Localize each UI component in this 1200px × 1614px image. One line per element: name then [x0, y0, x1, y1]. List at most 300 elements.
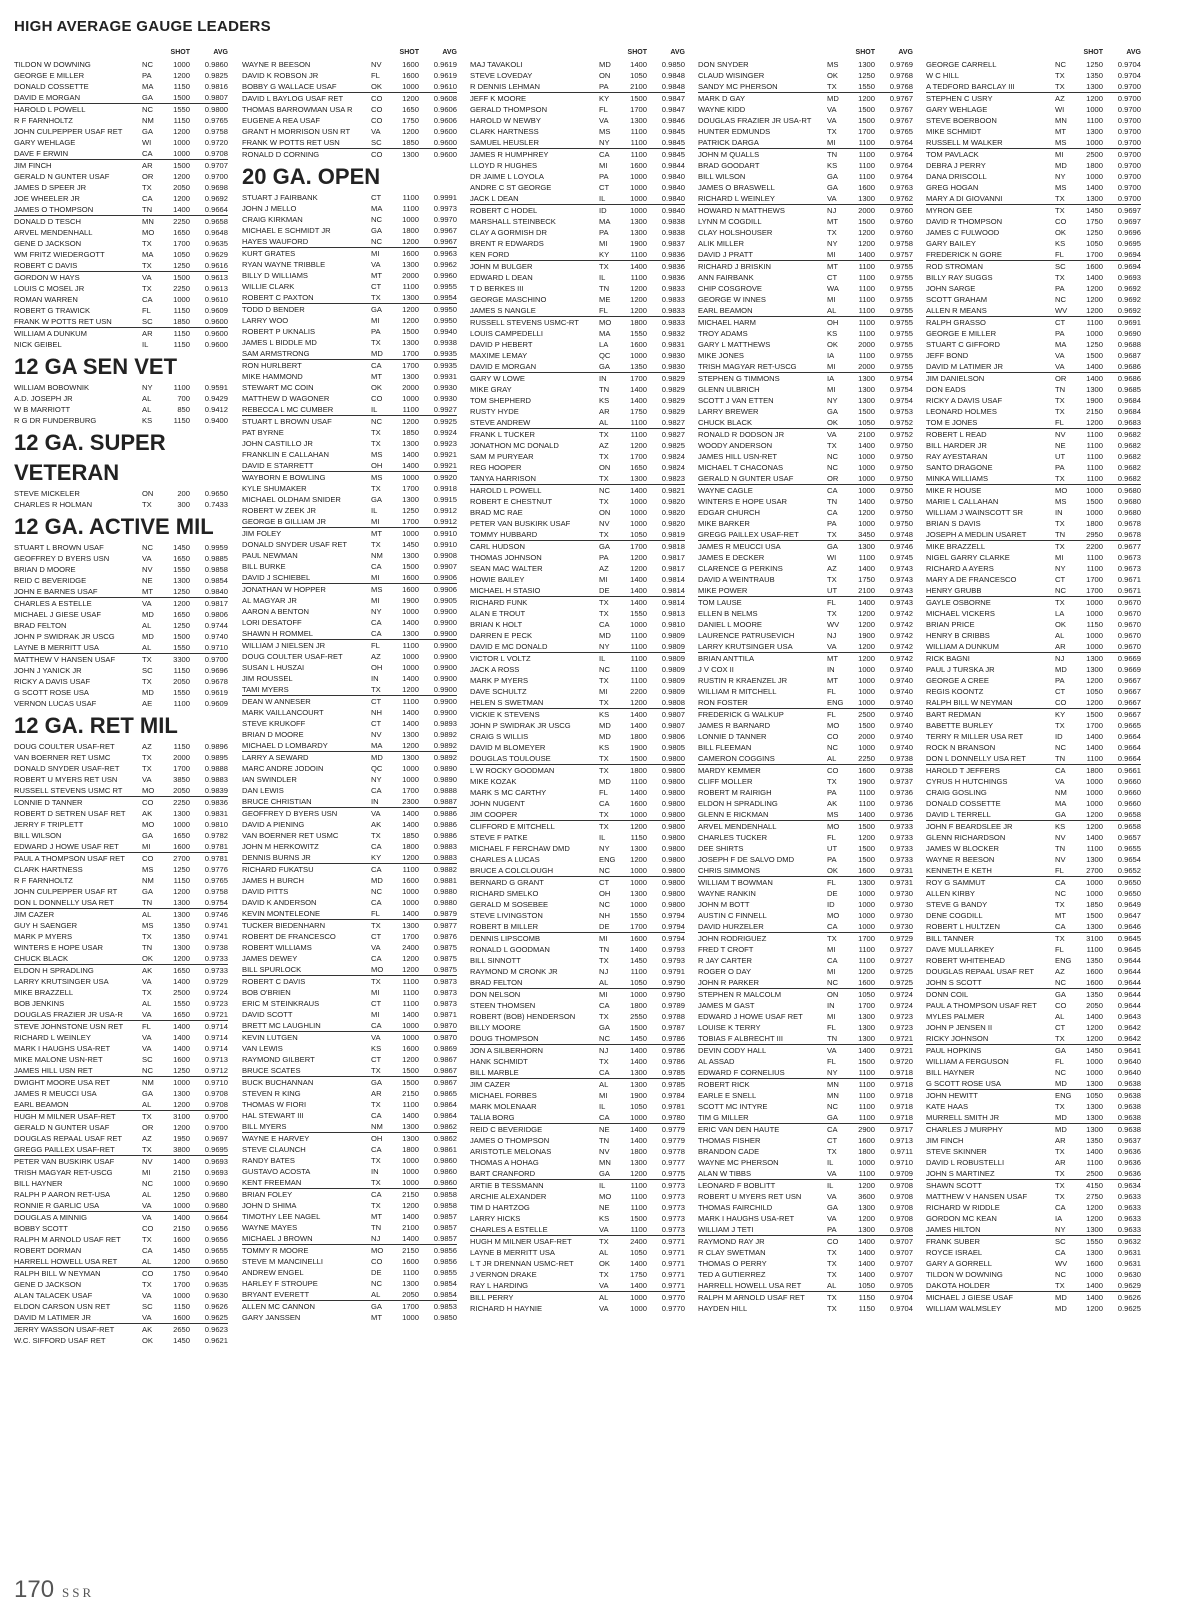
shot-count: 2150: [402, 1246, 419, 1255]
shooter-name: JIM CAZER: [470, 1080, 511, 1089]
shooter-row: [242, 1032, 457, 1043]
shooter-average: 0.9708: [204, 1089, 228, 1098]
shot-count: 1000: [858, 687, 875, 696]
shot-count: 1000: [173, 295, 190, 304]
shooter-row: [926, 182, 1141, 193]
shooter-state: TX: [827, 1293, 837, 1302]
shooter-average: 0.9680: [1117, 508, 1141, 517]
shooter-row: [926, 373, 1141, 384]
shooter-average: 0.9429: [204, 394, 228, 403]
shot-count: 1000: [1086, 609, 1103, 618]
shooter-state: VA: [142, 1313, 152, 1322]
shooter-name: LYNN M COGDILL: [698, 217, 762, 226]
shooter-name: JAMES H BURCH: [242, 876, 305, 885]
shooter-state: VA: [599, 1281, 609, 1290]
shot-count: 1400: [402, 1234, 419, 1243]
shooter-state: MI: [827, 295, 836, 304]
shooter-state: OK: [827, 418, 838, 427]
shooter-average: 0.9767: [889, 105, 913, 114]
shooter-state: NC: [1055, 1068, 1066, 1077]
shooter-average: 0.9752: [889, 418, 913, 427]
shooter-average: 0.9616: [204, 261, 228, 270]
shooter-state: AL: [599, 1080, 609, 1089]
shooter-average: 0.9840: [661, 194, 685, 203]
shooter-name: TOMMY R MOORE: [242, 1246, 309, 1255]
shot-count: 1000: [630, 620, 647, 629]
shooter-state: MS: [142, 921, 154, 930]
shooter-state: IN: [371, 1167, 379, 1176]
shooter-name: JOHN F BEARDSLEE JR: [926, 822, 1013, 831]
shooter-name: DAKOTA HOLDER: [926, 1281, 990, 1290]
shooter-average: 0.9619: [204, 688, 228, 697]
shooter-average: 0.9682: [1117, 452, 1141, 461]
shooter-name: ROBERT DORMAN: [14, 1246, 82, 1255]
shooter-average: 0.9781: [204, 842, 228, 851]
shooter-average: 0.9807: [661, 710, 685, 719]
shooter-state: TX: [599, 956, 609, 965]
shooter-state: TN: [599, 385, 610, 394]
shooter-average: 0.9800: [661, 766, 685, 775]
shot-count: 1000: [402, 663, 419, 672]
shooter-name: GENE D JACKSON: [14, 239, 82, 248]
shooter-average: 0.9763: [889, 183, 913, 192]
shooter-state: NE: [599, 1203, 610, 1212]
shooter-state: TX: [599, 474, 609, 483]
shooter-row: [926, 865, 1141, 877]
shooter-average: 0.9731: [889, 878, 913, 887]
shooter-state: NM: [1055, 788, 1067, 797]
shot-count: 1200: [402, 1055, 419, 1064]
shooter-name: DAVE SCHULTZ: [470, 687, 527, 696]
shooter-state: AL: [1055, 631, 1065, 640]
shooter-name: LLOYD R HUGHES: [470, 161, 538, 170]
shooter-average: 0.9729: [204, 977, 228, 986]
shooter-state: VA: [827, 1046, 837, 1055]
shooter-row: [14, 598, 228, 609]
shooter-name: HUNTER EDMUNDS: [698, 127, 771, 136]
shooter-name: ROBERT C HODEL: [470, 206, 538, 215]
shooter-name: MICHAEL F FERCHAW DMD: [470, 844, 570, 853]
shooter-row: [926, 384, 1141, 395]
shooter-name: BOB O'BRIEN: [242, 988, 291, 997]
shot-count: 1000: [173, 1201, 190, 1210]
shooter-row: [926, 429, 1141, 440]
shooter-name: BRYANT EVERETT: [242, 1290, 310, 1299]
shooter-row: [926, 70, 1141, 81]
shooter-row: [242, 1189, 457, 1200]
shooter-row: [242, 427, 457, 438]
shot-count: 1400: [858, 1046, 875, 1055]
shooter-name: JONATHON MC DONALD: [470, 441, 559, 450]
shooter-average: 0.9721: [204, 1010, 228, 1019]
shooter-average: 0.9829: [661, 374, 685, 383]
shooter-name: ARVEL MENDENHALL: [698, 822, 777, 831]
shooter-row: [470, 1011, 685, 1022]
shot-count: 2150: [402, 1190, 419, 1199]
shot-count: 1300: [173, 898, 190, 907]
shot-count: 1050: [630, 1102, 647, 1111]
shooter-state: CA: [371, 361, 382, 370]
shooter-name: RICKY A DAVIS USAF: [926, 396, 1003, 405]
shooter-state: CO: [371, 394, 383, 403]
shooter-name: KATE HAAS: [926, 1102, 969, 1111]
shooter-row: [926, 238, 1141, 249]
shooter-name: FRANK SUBER: [926, 1237, 981, 1246]
shooter-row: [470, 1258, 685, 1269]
shooter-average: 0.9630: [1117, 1270, 1141, 1279]
shooter-average: 0.9800: [661, 855, 685, 864]
shooter-row: [926, 1224, 1141, 1236]
shooter-name: STEVE CLAUNCH: [242, 1145, 306, 1154]
shot-count: 3800: [173, 1145, 190, 1154]
shooter-state: NY: [1055, 1225, 1066, 1234]
shot-count: 1900: [630, 743, 647, 752]
shooter-average: 0.9721: [889, 1046, 913, 1055]
shooter-row: [698, 877, 913, 888]
shooter-average: 0.9770: [661, 1293, 685, 1302]
shot-count: 1950: [173, 1134, 190, 1143]
shot-count: 1150: [173, 306, 190, 315]
shooter-state: TX: [827, 82, 837, 91]
shooter-row: [242, 104, 457, 115]
shot-count: 1400: [402, 708, 419, 717]
shooter-average: 0.9900: [433, 641, 457, 650]
shooter-row: [14, 676, 228, 687]
shot-count: 1700: [1086, 586, 1103, 595]
shooter-average: 0.9857: [433, 1212, 457, 1221]
shot-count: 1500: [173, 273, 190, 282]
shooter-average: 0.9742: [889, 620, 913, 629]
shooter-row: [470, 675, 685, 686]
shooter-name: JIM CAZER: [14, 910, 55, 919]
shooter-row: [14, 272, 228, 283]
shooter-row: [926, 417, 1141, 429]
shooter-average: 0.9887: [433, 797, 457, 806]
shooter-average: 0.9750: [889, 474, 913, 483]
shooter-name: LAYNE B MERRITT USA: [470, 1248, 555, 1257]
shooter-state: AK: [371, 820, 382, 829]
shot-count: 1300: [402, 372, 419, 381]
shooter-state: GA: [599, 362, 610, 371]
shooter-row: [470, 630, 685, 641]
shooter-row: [470, 451, 685, 462]
shot-count: 1000: [173, 820, 190, 829]
shooter-name: ELDON H SPRADLING: [698, 799, 778, 808]
shot-count: 1400: [1086, 1293, 1103, 1302]
shooter-row: [698, 1033, 913, 1045]
shooter-average: 0.9935: [433, 349, 457, 358]
shooter-state: KS: [599, 743, 610, 752]
shooter-row: [698, 933, 913, 944]
shooter-average: 0.9918: [433, 484, 457, 493]
shooter-state: TX: [599, 1270, 609, 1279]
shooter-average: 0.9805: [661, 743, 685, 752]
shooter-average: 0.9921: [433, 450, 457, 459]
shooter-row: [242, 1133, 457, 1144]
shooter-average: 0.9900: [433, 607, 457, 616]
shooter-row: [698, 1202, 913, 1213]
shooter-row: [242, 1077, 457, 1088]
shooter-row: [698, 193, 913, 205]
shooter-name: JIM FINCH: [14, 161, 52, 170]
shooter-name: ERIC VAN DEN HAUTE: [698, 1125, 780, 1134]
shooter-name: CHARLES TUCKER: [698, 833, 768, 842]
shooter-name: DAVID L ROBUSTELLI: [926, 1158, 1005, 1167]
shooter-name: ARVEL MENDENHALL: [14, 228, 93, 237]
shooter-state: MT: [371, 1313, 382, 1322]
shooter-state: UT: [1055, 452, 1066, 461]
shooter-row: [14, 875, 228, 886]
shooter-row: [698, 1236, 913, 1247]
shot-count: 1300: [1086, 1248, 1103, 1257]
shooter-name: SANDY MC PHERSON: [698, 82, 778, 91]
shooter-state: VA: [142, 977, 152, 986]
shooter-average: 0.9619: [433, 60, 457, 69]
shooter-row: [698, 720, 913, 731]
shooter-state: NJ: [1055, 654, 1065, 663]
shooter-average: 0.9880: [433, 898, 457, 907]
shooter-state: CT: [1055, 575, 1066, 584]
shooter-average: 0.9658: [1117, 822, 1141, 831]
shooter-name: ALLEN R MEANS: [926, 306, 987, 315]
shooter-state: NY: [142, 383, 153, 392]
shooter-row: [14, 182, 228, 193]
shooter-row: [926, 451, 1141, 462]
shot-count: 2000: [858, 206, 875, 215]
shot-count: 2250: [173, 284, 190, 293]
shooter-average: 0.9920: [433, 473, 457, 482]
shot-count: 1400: [1086, 743, 1103, 752]
shooter-row: [698, 597, 913, 608]
shooter-average: 0.9888: [204, 764, 228, 773]
shooter-row: [242, 505, 457, 516]
shooter-state: TX: [1055, 407, 1065, 416]
shooter-name: JOHN M HERKOWITZ: [242, 842, 319, 851]
shooter-average: 0.9867: [433, 1055, 457, 1064]
shooter-row: [242, 897, 457, 908]
shooter-name: GARY WEHLAGE: [14, 138, 76, 147]
shooter-state: IN: [371, 674, 379, 683]
shooter-row: [470, 921, 685, 933]
shot-count: 1000: [630, 206, 647, 215]
shooter-name: JOHN P SWIDRAK JR USCG: [14, 632, 115, 641]
shooter-state: TX: [599, 676, 609, 685]
shooter-state: CT: [371, 282, 382, 291]
shooter-row: [926, 1078, 1141, 1090]
shooter-name: MIKE HAMMOND: [242, 372, 303, 381]
shot-count: 1200: [173, 71, 190, 80]
shooter-state: NY: [1055, 564, 1066, 573]
shooter-name: HENRY B CRIBBS: [926, 631, 990, 640]
shooter-state: CO: [1055, 1001, 1067, 1010]
shooter-row: [14, 1111, 228, 1122]
shooter-state: IL: [827, 1158, 834, 1167]
shooter-row: [470, 261, 685, 272]
shooter-row: [242, 584, 457, 595]
shooter-average: 0.9779: [661, 1136, 685, 1145]
shooter-state: TN: [599, 284, 610, 293]
shooter-name: ROD STROMAN: [926, 262, 983, 271]
shooter-row: [926, 821, 1141, 832]
shooter-row: [14, 1279, 228, 1290]
shooter-state: TX: [599, 1237, 609, 1246]
shooter-name: R DENNIS LEHMAN: [470, 82, 541, 91]
shot-count: 1000: [1086, 598, 1103, 607]
shot-count: 1400: [630, 710, 647, 719]
shooter-average: 0.9825: [204, 71, 228, 80]
shooter-average: 0.9883: [433, 842, 457, 851]
shooter-name: BILL SPURLOCK: [242, 965, 302, 974]
shooter-state: IL: [142, 340, 149, 349]
shooter-name: BABETTE BURLEY: [926, 721, 994, 730]
shot-count: 1000: [173, 149, 190, 158]
shot-count: 1400: [630, 262, 647, 271]
shooter-state: TX: [1055, 1281, 1065, 1290]
shooter-name: DAVID A PIENING: [242, 820, 305, 829]
shooter-average: 0.9827: [661, 430, 685, 439]
shooter-row: [470, 1280, 685, 1292]
shooter-row: [470, 507, 685, 518]
shooter-name: PAUL A THOMPSON USAF RET: [926, 1001, 1037, 1010]
shooter-row: [470, 1112, 685, 1124]
shot-count: 1200: [402, 237, 419, 246]
shooter-row: [242, 1301, 457, 1312]
shooter-name: SHAWN SCOTT: [926, 1181, 982, 1190]
shooter-row: [470, 653, 685, 664]
shooter-state: GA: [599, 1169, 610, 1178]
shot-count: 1200: [402, 417, 419, 426]
shot-count: 1100: [858, 553, 875, 562]
shooter-name: RAYMOND M CRONK JR: [470, 967, 558, 976]
shooter-average: 0.9908: [433, 551, 457, 560]
shooter-state: GA: [827, 183, 838, 192]
shooter-average: 0.9912: [433, 517, 457, 526]
shot-count: 1000: [858, 463, 875, 472]
shot-header: SHOT: [627, 49, 647, 56]
shooter-name: GEORGE A CREE: [926, 676, 989, 685]
shooter-average: 0.9817: [204, 599, 228, 608]
shooter-name: STEWART MC COIN: [242, 383, 314, 392]
shooter-average: 0.9800: [661, 788, 685, 797]
shooter-state: AL: [142, 999, 152, 1008]
shooter-name: ROBERT C PAXTON: [242, 293, 314, 302]
shot-count: 2050: [173, 183, 190, 192]
shooter-row: [698, 742, 913, 753]
shooter-row: [14, 1122, 228, 1133]
shooter-average: 0.9692: [1117, 306, 1141, 315]
shooter-average: 0.9879: [433, 909, 457, 918]
shooter-average: 0.9724: [889, 1001, 913, 1010]
shooter-state: FL: [1055, 1057, 1064, 1066]
shooter-state: TX: [827, 777, 837, 786]
shooter-row: [470, 160, 685, 171]
shooter-state: FL: [827, 1057, 836, 1066]
shot-count: 1600: [173, 1235, 190, 1244]
shooter-average: 0.9832: [661, 329, 685, 338]
shooter-state: GA: [827, 407, 838, 416]
shooter-name: J V COX II: [698, 665, 734, 674]
shooter-row: [470, 1000, 685, 1011]
shooter-average: 0.9657: [1117, 833, 1141, 842]
shooter-row: [242, 1054, 457, 1065]
shooter-name: DAVID P HEBERT: [470, 340, 533, 349]
shooter-name: MARSHALL STEINBECK: [470, 217, 556, 226]
shooter-name: CLIFF MOLLER: [698, 777, 753, 786]
shooter-name: DONALD SNYDER USAF RET: [242, 540, 348, 549]
shooter-state: MO: [1055, 486, 1068, 495]
shooter-name: JON A SILBERHORN: [470, 1046, 544, 1055]
shooter-name: MURRELL SMITH JR: [926, 1113, 1000, 1122]
shot-count: 1200: [173, 887, 190, 896]
shooter-state: MA: [371, 204, 383, 213]
shooter-state: AZ: [599, 564, 609, 573]
shooter-name: R F FARNHOLTZ: [14, 116, 73, 125]
shot-count: 1700: [630, 922, 647, 931]
shooter-name: RICHARD A AYERS: [926, 564, 994, 573]
shooter-row: [242, 886, 457, 897]
shot-count: 1300: [1086, 654, 1103, 663]
shooter-average: 0.9821: [661, 486, 685, 495]
shooter-state: CO: [827, 1237, 839, 1246]
shooter-state: CT: [599, 878, 610, 887]
shooter-average: 0.9882: [433, 865, 457, 874]
shooter-name: CLIFFORD E MITCHELL: [470, 822, 555, 831]
shot-count: 1700: [402, 349, 419, 358]
shooter-row: [698, 1056, 913, 1067]
shooter-name: GERALD N GUNTER USAF: [14, 172, 110, 181]
shooter-average: 0.9870: [433, 1021, 457, 1030]
shooter-average: 0.9750: [889, 441, 913, 450]
shooter-row: [470, 1079, 685, 1090]
shooter-average: 0.9830: [661, 362, 685, 371]
shooter-row: [14, 808, 228, 819]
shooter-state: IL: [599, 654, 606, 663]
shooter-average: 0.9836: [661, 262, 685, 271]
shooter-row: [242, 931, 457, 942]
shooter-average: 0.9930: [433, 383, 457, 392]
shot-count: 1800: [858, 1147, 875, 1156]
shooter-name: BRUCE CHRISTIAN: [242, 797, 312, 806]
shot-count: 1200: [858, 1214, 875, 1223]
shooter-state: NY: [371, 775, 382, 784]
shooter-row: [242, 1222, 457, 1233]
shooter-average: 0.9658: [1117, 810, 1141, 819]
shooter-average: 0.9923: [433, 439, 457, 448]
shooter-state: MT: [371, 372, 382, 381]
shooter-state: TX: [827, 575, 837, 584]
shooter-state: TX: [599, 609, 609, 618]
shooter-average: 0.9708: [889, 1214, 913, 1223]
shooter-state: TX: [827, 228, 837, 237]
shooter-name: A.D. JOSEPH JR: [14, 394, 73, 403]
shot-count: 1000: [402, 394, 419, 403]
shooter-average: 0.9848: [661, 82, 685, 91]
shooter-average: 0.9906: [433, 585, 457, 594]
shot-count: 1700: [173, 239, 190, 248]
shooter-row: [470, 597, 685, 608]
shooter-name: MICHAEL J BROWN: [242, 1234, 313, 1243]
shooter-row: [470, 1303, 685, 1314]
shooter-row: [698, 888, 913, 899]
shooter-row: [926, 1056, 1141, 1067]
shot-count: 1700: [1086, 250, 1103, 259]
shooter-row: [698, 1112, 913, 1124]
shooter-row: [926, 205, 1141, 216]
shot-count: 1500: [858, 217, 875, 226]
shooter-average: 0.9764: [889, 138, 913, 147]
shooter-state: CA: [142, 194, 153, 203]
shooter-state: TX: [142, 677, 152, 686]
